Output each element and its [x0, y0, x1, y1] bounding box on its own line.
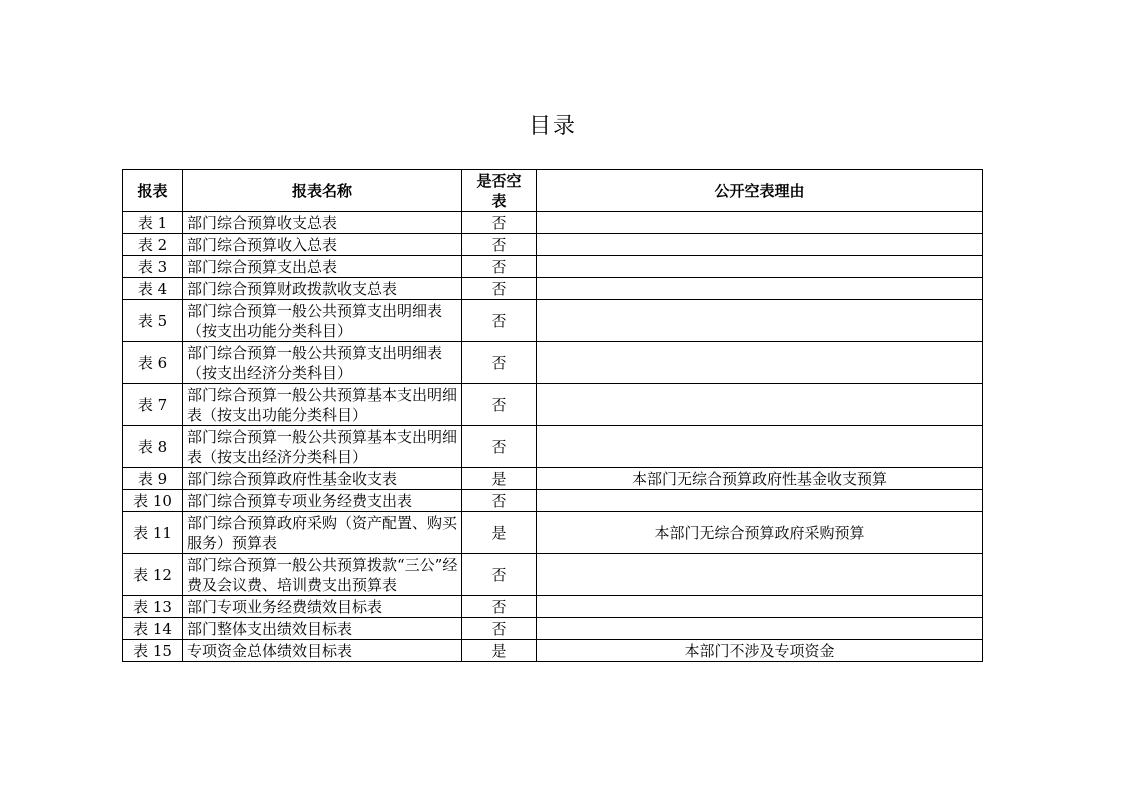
table-row — [123, 278, 983, 300]
empty-reason-cell — [537, 256, 983, 278]
empty-reason-cell: 本部门不涉及专项资金 — [537, 640, 983, 662]
is-empty-cell: 否 — [462, 212, 537, 234]
is-empty-cell: 否 — [462, 278, 537, 300]
report-no-cell: 表 14 — [123, 618, 183, 640]
report-no-cell: 表 2 — [123, 234, 183, 256]
empty-reason-cell: 本部门无综合预算政府性基金收支预算 — [537, 468, 983, 490]
table-row — [123, 490, 983, 512]
table-row — [123, 596, 983, 618]
empty-reason-cell — [537, 342, 983, 384]
is-empty-cell: 是 — [462, 468, 537, 490]
table-row — [123, 256, 983, 278]
is-empty-cell: 否 — [462, 618, 537, 640]
is-empty-cell: 否 — [462, 490, 537, 512]
report-catalog-table — [122, 169, 983, 662]
report-name-cell: 部门综合预算政府性基金收支表 — [183, 468, 462, 490]
is-empty-cell: 否 — [462, 300, 537, 342]
table-row — [123, 212, 983, 234]
report-name-cell: 部门综合预算支出总表 — [183, 256, 462, 278]
table-row — [123, 554, 983, 596]
report-no-cell: 表 15 — [123, 640, 183, 662]
report-name-cell: 部门综合预算收入总表 — [183, 234, 462, 256]
table-row — [123, 468, 983, 490]
empty-reason-cell — [537, 300, 983, 342]
is-empty-cell: 否 — [462, 256, 537, 278]
is-empty-cell: 否 — [462, 554, 537, 596]
table-row — [123, 300, 983, 342]
report-name-cell: 部门综合预算财政拨款收支总表 — [183, 278, 462, 300]
empty-reason-cell — [537, 384, 983, 426]
report-name-cell: 部门整体支出绩效目标表 — [183, 618, 462, 640]
report-name-cell: 部门综合预算一般公共预算拨款“三公”经费及会议费、培训费支出预算表 — [183, 554, 462, 596]
report-no-cell: 表 1 — [123, 212, 183, 234]
report-name-cell: 部门综合预算一般公共预算支出明细表（按支出经济分类科目） — [183, 342, 462, 384]
report-name-cell: 专项资金总体绩效目标表 — [183, 640, 462, 662]
empty-reason-cell — [537, 212, 983, 234]
page-title: 目录 — [528, 114, 577, 139]
report-no-cell: 表 6 — [123, 342, 183, 384]
header-report-name: 报表名称 — [183, 170, 462, 212]
table-row — [123, 640, 983, 662]
is-empty-cell: 是 — [462, 512, 537, 554]
empty-reason-cell — [537, 278, 983, 300]
is-empty-cell: 否 — [462, 596, 537, 618]
is-empty-cell: 是 — [462, 640, 537, 662]
report-no-cell: 表 8 — [123, 426, 183, 468]
report-name-cell: 部门综合预算专项业务经费支出表 — [183, 490, 462, 512]
report-no-cell: 表 3 — [123, 256, 183, 278]
report-no-cell: 表 5 — [123, 300, 183, 342]
report-name-cell: 部门专项业务经费绩效目标表 — [183, 596, 462, 618]
report-no-cell: 表 11 — [123, 512, 183, 554]
report-no-cell: 表 13 — [123, 596, 183, 618]
table-row — [123, 512, 983, 554]
table-row — [123, 618, 983, 640]
report-name-cell: 部门综合预算政府采购（资产配置、购买服务）预算表 — [183, 512, 462, 554]
is-empty-cell: 否 — [462, 384, 537, 426]
header-is-empty — [462, 170, 537, 212]
is-empty-cell: 否 — [462, 234, 537, 256]
report-name-cell: 部门综合预算一般公共预算支出明细表（按支出功能分类科目） — [183, 300, 462, 342]
report-no-cell: 表 12 — [123, 554, 183, 596]
report-name-cell: 部门综合预算一般公共预算基本支出明细表（按支出经济分类科目） — [183, 426, 462, 468]
empty-reason-cell — [537, 234, 983, 256]
empty-reason-cell — [537, 618, 983, 640]
report-no-cell: 表 10 — [123, 490, 183, 512]
report-name-cell: 部门综合预算收支总表 — [183, 212, 462, 234]
header-empty-reason: 公开空表理由 — [537, 170, 983, 212]
is-empty-cell: 否 — [462, 426, 537, 468]
report-no-cell: 表 9 — [123, 468, 183, 490]
header-is-empty-label: 是否空表 — [476, 171, 522, 210]
report-no-cell: 表 7 — [123, 384, 183, 426]
table-row — [123, 426, 983, 468]
empty-reason-cell: 本部门无综合预算政府采购预算 — [537, 512, 983, 554]
empty-reason-cell — [537, 426, 983, 468]
empty-reason-cell — [537, 554, 983, 596]
empty-reason-cell — [537, 490, 983, 512]
table-header-row — [123, 170, 983, 212]
table-row — [123, 234, 983, 256]
empty-reason-cell — [537, 596, 983, 618]
report-name-cell: 部门综合预算一般公共预算基本支出明细表（按支出功能分类科目） — [183, 384, 462, 426]
is-empty-cell: 否 — [462, 342, 537, 384]
table-row — [123, 342, 983, 384]
table-row — [123, 384, 983, 426]
report-no-cell: 表 4 — [123, 278, 183, 300]
header-report-no: 报表 — [123, 170, 183, 212]
